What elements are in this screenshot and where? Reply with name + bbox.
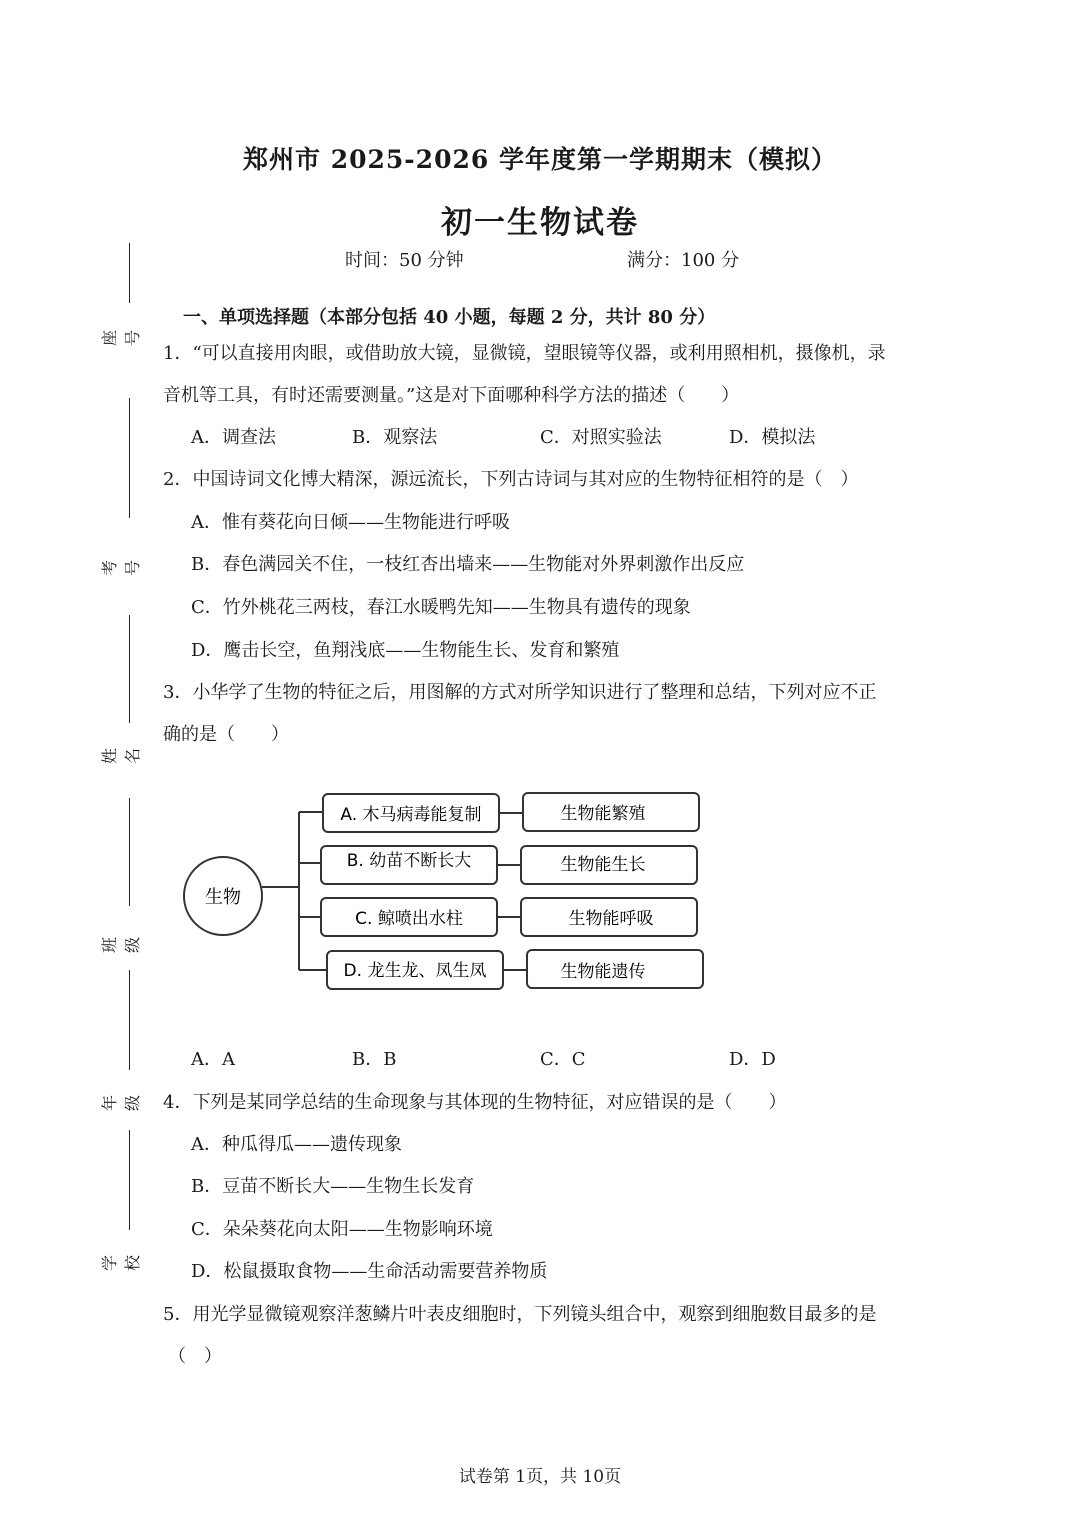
exam-subtitle: 初一生物试卷 [441,205,639,241]
option-c: C．对照实验法 [540,427,662,448]
diagram-label-a: A. 木马病毒能复制 [340,805,482,825]
center-label: 生物 [205,887,241,908]
question-text: （ ） [168,1346,222,1367]
binding-line [129,1130,130,1230]
question-text: 音机等工具，有时还需要测量。”这是对下面哪种科学方法的描述（ ） [163,385,740,406]
diagram-result-label: 生物能遗传 [560,962,646,982]
option-b: B．观察法 [352,427,438,448]
section-heading: 一、单项选择题（本部分包括 40 小题，每题 2 分，共计 80 分） [183,307,716,328]
class-label: 班级 [100,937,142,954]
diagram-label-b: B. 幼苗不断长大 [346,851,472,871]
option-a: A．A [191,1049,235,1070]
option-d: D．鹰击长空，鱼翔浅底——生物能生长、发育和繁殖 [191,640,620,661]
name-label: 姓名 [100,748,142,765]
option-d: D．D [729,1049,776,1070]
binding-line [129,398,130,518]
seat-number-label: 座号 [100,330,142,347]
question-text: 1．“可以直接用肉眼，或借助放大镜，显微镜，望眼镜等仪器，或利用照相机，摄像机，录 [163,343,886,364]
option-a: A．种瓜得瓜——遗传现象 [191,1134,402,1155]
exam-number-label: 考号 [100,560,142,577]
diagram-result-label: 生物能生长 [560,855,646,875]
binding-line [129,615,130,723]
concept-diagram [175,780,720,1000]
option-b: B．B [352,1049,397,1070]
question-text: 4．下列是某同学总结的生命现象与其体现的生物特征，对应错误的是（ ） [163,1092,787,1113]
option-d: D．松鼠摄取食物——生命活动需要营养物质 [191,1261,548,1282]
exam-time: 时间：50 分钟 [345,250,464,271]
exam-score: 满分：100 分 [627,250,740,271]
school-label: 学校 [100,1255,142,1272]
option-d: D．模拟法 [729,427,816,448]
option-b: B．春色满园关不住，一枝红杏出墙来——生物能对外界刺激作出反应 [191,554,745,575]
page-number: 试卷第 1页，共 10页 [458,1467,622,1487]
diagram-label-c: C. 鲸喷出水柱 [355,909,463,929]
binding-line [129,798,130,906]
option-c: C．朵朵葵花向太阳——生物影响环境 [191,1219,493,1240]
question-text: 3．小华学了生物的特征之后，用图解的方式对所学知识进行了整理和总结，下列对应不正 [163,682,877,703]
diagram-label-d: D. 龙生龙、凤生凤 [343,961,487,981]
option-a: A．调查法 [191,427,276,448]
question-text: 确的是（ ） [163,724,289,745]
option-b: B．豆苗不断长大——生物生长发育 [191,1176,475,1197]
grade-label: 年级 [100,1095,142,1112]
question-text: 2．中国诗词文化博大精深，源远流长，下列古诗词与其对应的生物特征相符的是（ ） [163,469,859,490]
option-a: A．惟有葵花向日倾——生物能进行呼吸 [191,512,510,533]
binding-line [129,243,130,303]
option-c: C．C [540,1049,586,1070]
exam-title: 郑州市 2025-2026 学年度第一学期期末（模拟） [243,145,837,174]
question-text: 5．用光学显微镜观察洋葱鳞片叶表皮细胞时，下列镜头组合中，观察到细胞数目最多的是 [163,1304,877,1325]
binding-line [129,970,130,1070]
option-c: C．竹外桃花三两枝，春江水暖鸭先知——生物具有遗传的现象 [191,597,691,618]
diagram-result-label: 生物能繁殖 [560,804,646,824]
diagram-result-label: 生物能呼吸 [568,909,654,929]
